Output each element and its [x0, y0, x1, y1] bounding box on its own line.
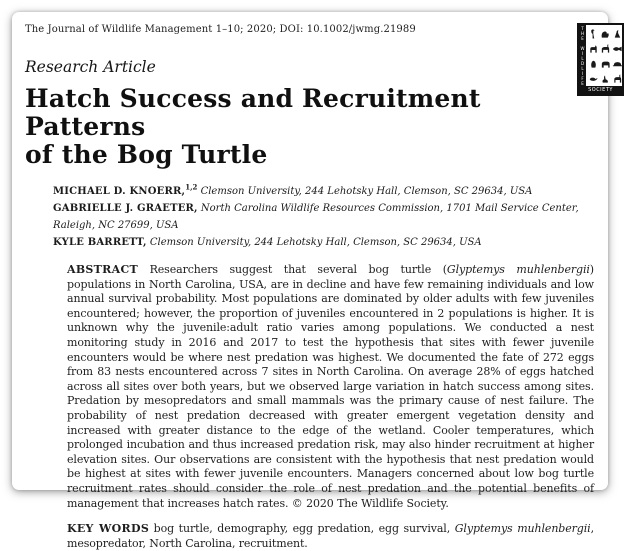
author-line: [53, 234, 594, 251]
author-affiliation-superscript: 1,2: [185, 182, 198, 192]
squirrel-icon: [599, 26, 611, 41]
duck-icon: [587, 71, 599, 86]
logo-animal-grid: [586, 25, 623, 86]
journal-citation-line: The Journal of Wildlife Management 1–10; 2020; DOI: 10.1002/jwmg.21989: [25, 24, 416, 35]
wildlife-society-logo: [577, 23, 624, 96]
author-line: [53, 183, 594, 200]
heron-icon: [587, 26, 599, 41]
title-line-1: Hatch Success and Recruitment Patterns: [25, 84, 481, 141]
bear-icon: [599, 56, 611, 71]
owl-icon: [587, 56, 599, 71]
keywords-paragraph: [67, 522, 594, 551]
turtle-icon: [611, 56, 623, 71]
author-affiliation: North Carolina Wildlife Resources Commission, 1701 Mail Service Center, Raleigh, NC 27699, USA: [53, 203, 579, 231]
keywords-text-2: , mesopredator, North Carolina, recruitment.: [67, 522, 594, 550]
author-line: [53, 200, 594, 234]
abstract-label: ABSTRACT: [67, 263, 138, 276]
rabbit-icon: [599, 71, 611, 86]
logo-body: [579, 25, 622, 86]
elk-icon: [611, 71, 623, 86]
abstract-text-1: Researchers suggest that several bog turtle (: [137, 263, 447, 276]
logo-vertical-text: THE WILDLIFE: [580, 25, 585, 86]
deer-icon: [599, 41, 611, 56]
keywords-label: KEY WORDS: [67, 522, 150, 536]
article-page: [12, 12, 608, 550]
title-line-2: of the Bog Turtle: [25, 140, 268, 169]
species-name-italic: Glyptemys muhlenbergii: [446, 263, 590, 276]
page-title: [25, 85, 594, 169]
author-list: [53, 183, 594, 251]
author-name: GABRIELLE J. GRAETER,: [53, 203, 198, 214]
bird-icon: [611, 26, 623, 41]
keywords-text-1: bog turtle, demography, egg predation, egg survival,: [149, 522, 455, 536]
author-affiliation: Clemson University, 244 Lehotsky Hall, Clemson, SC 29634, USA: [146, 237, 482, 248]
fish-icon: [611, 41, 623, 56]
abstract-text-2: ) populations in North Carolina, USA, are in decline and have few remaining individuals and low annual survival probability. Most populations are dominated by older adults with few juveniles encountered; however, the proportion of juveniles encountered in 2 populations is higher. It is unknown why the juvenile:adult ratio varies among populations. We conducted a nest monitoring study in 2016 and 2017 to test the hypothesis that sites with fewer juvenile encounters would be where nest predation was highest. We documented the fate of 272 eggs from 83 nests encountered across 7 sites in North Carolina. On average 28% of eggs hatched across all sites over both years, but we observed large variation in hatch success among sites. Predation by mesopredators and small mammals was the primary cause of nest failure. The probability of nest predation decreased with greater emergent vegetation density and increased with greater distance to the edge of the wetland. Cooler temperatures, which prolonged incubation and thus increased predation risk, may also hinder recruitment at higher elevation sites. Our observations are consistent with the hypothesis that nest predation would be highest at sites with fewer juvenile encounters. Managers concerned about low bog turtle recruitment rates should consider the role of nest predation and the potential benefits of management that increases hatch rates. © 2020 The Wildlife Society.: [67, 263, 594, 510]
abstract-paragraph: [67, 263, 594, 511]
author-name: MICHAEL D. KNOERR,: [53, 186, 186, 197]
dog-icon: [587, 41, 599, 56]
species-name-italic: Glyptemys muhlenbergii: [454, 522, 591, 536]
article-type-label: Research Article: [25, 58, 156, 76]
logo-society-text: SOCIETY: [579, 86, 622, 94]
author-name: KYLE BARRETT,: [53, 237, 147, 248]
author-affiliation: Clemson University, 244 Lehotsky Hall, Clemson, SC 29634, USA: [197, 186, 533, 197]
